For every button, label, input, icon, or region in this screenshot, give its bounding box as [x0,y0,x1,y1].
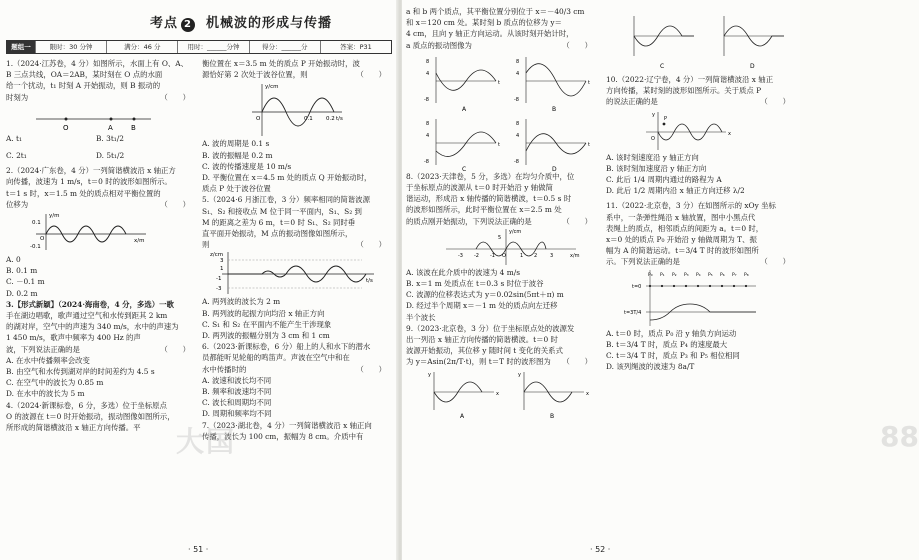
svg-text:O: O [256,116,261,123]
svg-text:P₄: P₄ [696,272,701,278]
left-page [0,0,398,560]
svg-text:-8: -8 [424,158,429,165]
svg-text:-1: -1 [216,276,222,283]
q1-line: 1.（2024·江苏卷，4 分）如图所示，水面上有 O、A、 [6,59,189,68]
svg-text:t: t [588,79,590,86]
svg-text:4: 4 [426,132,430,139]
right-page [402,0,919,560]
svg-text:B: B [552,105,557,113]
svg-text:A: A [460,412,465,420]
svg-text:8: 8 [516,120,520,127]
svg-text:P₁: P₁ [660,272,665,278]
svg-text:C: C [462,165,467,173]
svg-text:t: t [588,141,590,148]
svg-text:-3: -3 [458,252,463,259]
svg-text:D: D [552,165,557,173]
svg-text:t: t [498,79,500,86]
svg-text:8: 8 [426,120,430,127]
right-page-left-column: a 和 b 两个质点，其平衡位置分别位于 x＝－40/3 cm 和 x＝120 cm 处。某时刻 b 质点的位移为 y＝ 4 cm，且向 y 轴正方向运动。从该时刻开始计时， a 质点的振动图像为 （ ） 8 4 -8 t A 8 4 -8 t B 8 4 -8 t C 8 4 -8 t D 8.（2023·天津卷，5 分，多选）在均匀介质中，位 于坐标原点的波源从 t＝0 时开始沿 y 轴做简 谐运动，形成沿 x 轴传播的简谐横波，t＝0.5 s 时 的波形如图所示，此时平衡位置在 x＝2.5 m 处 的质点刚开始振动，下列说法正确的是 （ ） y/cm x/m 5 -3 -2 -1 O 1 2 3 A. 该波在此介质中的波速为 4 m/s B. x＝1 m 处质点在 t＝0.3 s 时位于波谷 C. 波源的位移表达式为 y＝0.02sin(5πt＋π) m D. 经过半个周期 x＝－1 m 处的质点向左迁移 半个波长 9.（2023·北京卷，3 分）位于坐标原点处的波源发 出一列沿 x 轴正方向传播的简谐横波。t＝0 时 波源开始振动，其位移 y 随时间 t 变化的关系式 为 y＝Asin(2π/T·t)，则 t＝T 时的波形图为 （ ） y x A y x B [406,6,598,418]
q11-rope-figure [606,268,796,328]
right-page-right-column: C D 10.（2022·辽宁卷，4 分）一列简谐横波沿 x 轴正 方向传播，某时刻的波形如图所示。关于质点 P 的说法正确的是 （ ） y x P O A. 该时刻速度沿 y 轴正方向 B. 该时刻加速度沿 y 轴正方向 C. 此后 1/4 周期内通过的路程为 A D. 此后 1/2 周期内沿 x 轴正方向迁移 λ/2 11.（2022·北京卷，3 分）在如图所示的 xOy 坐标 系中，一条弹性绳沿 x 轴放置，图中小黑点代 表绳上的质点，相邻质点的间距为 a。t＝0 时， x＝0 处的质点 P₀ 开始沿 y 轴做周期为 T、振 幅为 A 的简谐运动。t＝3/4 T 时的波形如图所 示。下列说法正确的是 （ ） P₀ P₁ P₂ P₃ P₄ P₅ P₆ P₇ P₈ t=0 t=3T/4 A. t＝0 时，质点 P₀ 沿 y 轴负方向运动 B. t＝3/4 T 时，质点 P₄ 的速度最大 C. t＝3/4 T 时，质点 P₃ 和 P₅ 相位相同 D. 该列绳波的波速为 8a/T [606,6,796,372]
q8-wave-figure [406,227,596,267]
svg-text:3: 3 [220,258,224,265]
q5-vibration-figure [202,250,382,296]
svg-text:P₀: P₀ [648,272,653,278]
svg-text:-2: -2 [474,252,479,259]
svg-text:0.1: 0.1 [32,220,41,227]
svg-text:P₃: P₃ [684,272,689,278]
svg-text:y: y [652,111,655,118]
left-column: 1.（2024·江苏卷，4 分）如图所示，水面上有 O、A、 B 三点共线，OA＝2AB，某时刻在 O 点的水面 给一个扰动，t₁ 时刻 A 开始振动，则 B 振动的 时刻为 （ ） O A B A. t₁ B. 3t₁/2 C. 2t₁ D. 5t₁/2 2.（2024·广东卷，4 分）一列简谐横波沿 x 轴正方 向传播，波速为 1 m/s，t＝0 时的波形如图所示。 t＝1 s 时，x＝1.5 m 处的质点相对平衡位置的 位移为 （ ） y/m x/m 0.1 -0.1 O A. 0 B. 0.1 m C. －0.1 m D. 0.2 m 3.【形式新颖】（2024·海南卷，4 分，多选）一歌 手在湖边唱歌，歌声通过空气和水传到距其 2 km 的湖对岸，空气中的声速为 340 m/s，水中的声速为 1 450 m/s，歌声中频率为 400 Hz 的声 波，下列说法正确的是 （ ） A. 在水中传播频率会改变 B. 由空气和水传到湖对岸的时间差约为 4.5 s C. 在空气中的波长为 0.85 m D. 在水中的波长为 5 m 4.（2024·新课标卷，6 分，多选）位于坐标原点 O 的波源在 t＝0 时开始振动，振动图像如图所示， 所形成的简谐横波沿 x 轴正方向传播。平 [6,58,196,433]
watermark: 大国 [176,425,237,458]
svg-text:-8: -8 [514,96,519,103]
svg-text:5: 5 [498,234,502,241]
svg-text:4: 4 [426,70,430,77]
page-title: 考点 2 机械波的形成与传播 [150,16,333,31]
svg-text:y/m: y/m [49,213,60,220]
svg-text:y: y [518,371,521,378]
svg-text:t=3T/4: t=3T/4 [624,309,642,316]
svg-text:O: O [502,252,506,259]
q10-wave-figure [606,108,796,152]
svg-text:B: B [131,123,136,132]
svg-text:y/cm: y/cm [509,228,522,235]
svg-text:4: 4 [516,132,520,139]
svg-text:B: B [550,412,555,420]
svg-text:P₇: P₇ [732,272,737,278]
svg-text:O: O [40,236,45,243]
svg-text:-8: -8 [424,96,429,103]
svg-text:A: A [108,123,113,132]
q4-vibration-figure [202,80,352,138]
q9-option-graphs-cd [606,6,796,74]
svg-text:2: 2 [534,252,538,259]
svg-text:1: 1 [520,252,524,259]
svg-text:O: O [63,123,69,132]
svg-text:-3: -3 [216,286,222,293]
svg-text:P₂: P₂ [672,272,677,278]
svg-text:x: x [496,390,499,397]
svg-text:P: P [664,115,668,122]
svg-text:y: y [428,371,431,378]
svg-text:0.1: 0.1 [304,116,313,123]
svg-text:-0.1: -0.1 [30,244,41,251]
svg-text:8: 8 [516,58,520,65]
q9-option-graphs [406,368,596,418]
svg-text:A: A [462,105,467,113]
svg-text:D: D [750,63,755,70]
svg-text:1: 1 [220,266,224,273]
svg-text:y/cm: y/cm [265,84,279,91]
svg-text:t: t [498,141,500,148]
q1-line-figure [6,103,156,133]
svg-text:x/m: x/m [570,252,580,259]
svg-text:0.2: 0.2 [326,116,335,123]
svg-text:3: 3 [550,252,554,259]
svg-text:t/s: t/s [366,278,373,285]
svg-text:P₈: P₈ [744,272,749,278]
svg-text:-8: -8 [514,158,519,165]
svg-text:t/s: t/s [336,116,343,123]
svg-text:P₅: P₅ [708,272,713,278]
svg-text:C: C [660,63,665,70]
svg-text:t=0: t=0 [632,283,642,290]
svg-text:x: x [586,390,589,397]
svg-text:8: 8 [426,58,430,65]
watermark-right: 88 [880,420,919,453]
svg-text:x/m: x/m [134,238,145,245]
svg-text:z/cm: z/cm [210,252,224,259]
page-number-left: · 51 · [188,545,209,554]
svg-text:x: x [728,130,731,137]
svg-text:-1: -1 [490,252,495,259]
q2-wave-figure [6,210,156,254]
svg-text:O: O [651,135,655,142]
left-page-right-column: 衡位置在 x＝3.5 m 处的质点 P 开始振动时，波 源恰好第 2 次处于波谷位置，则 （ ） y/cm t/s 0.1 0.2 O A. 波的周期是 0.1 s B. 波的振幅是 0.2 m C. 波的传播速度是 10 m/s D. 平衡位置在 x＝4.5 m 处的质点 Q 开始振动时， 质点 P 处于波谷位置 5.（2024·6 月浙江卷，3 分）频率相同的简谐波源 S₁、S₂ 和接收点 M 位于同一平面内，S₁、S₂ 到 M 的距离之差为 6 m，t＝0 时 S₁、S₂ 同时垂 直平面开始振动，M 点的振动图像如图所示， 则 （ ） z/cm t/s 3 1 -1 -3 A. 两列波的波长为 2 m B. 两列波的起振方向均沿 x 轴正方向 C. S₁ 和 S₂ 在平面内不能产生干涉现象 D. 两列波的振幅分别为 3 cm 和 1 cm 6.（2023·新课标卷，6 分）船上的人和水下的潜水 员都能听见轮船的鸣笛声。声波在空气中和在 水中传播时的 （ ） A. 波速和波长均不同 B. 频率和波速均不同 C. 波长和周期均不同 D. 周期和频率均不同 7.（2023·湖北卷，4 分）一列简谐横波沿 x 轴正向 传播，波长为 100 cm，振幅为 8 cm。介质中有 [202,59,386,441]
q7-option-graphs [406,51,596,171]
svg-text:P₆: P₆ [720,272,725,278]
page-number-right: · 52 · [590,545,611,554]
q7-figures [406,51,598,171]
svg-text:4: 4 [516,70,520,77]
info-bar: 题组一 限时：30 分钟 满分：46 分 用时：______分钟 得分：______分 答案：P31 [6,40,392,54]
